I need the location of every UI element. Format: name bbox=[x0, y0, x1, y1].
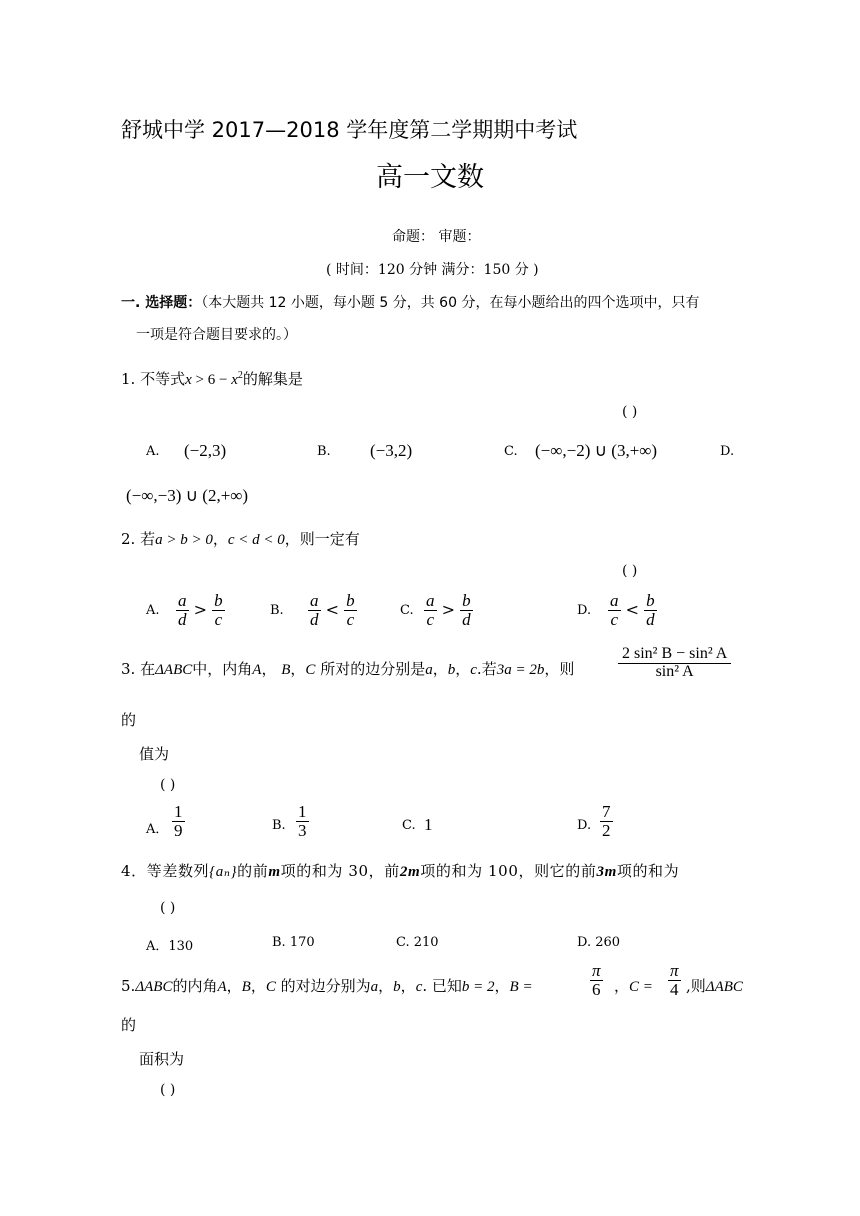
q3-text5: ，则 bbox=[544, 660, 575, 678]
q2-number: 2. bbox=[121, 530, 136, 548]
q4-text1: 等差数列 bbox=[146, 862, 210, 880]
q2-cond1: a > b > 0 bbox=[155, 532, 213, 548]
section-desc-line2: 一项是符合题目要求的。） bbox=[136, 327, 297, 343]
q1-option-b-label: B. bbox=[317, 444, 331, 459]
q4-text4: 项的和为 100，则它的前 bbox=[420, 862, 597, 880]
q2-option-c-label: C. bbox=[400, 603, 414, 618]
q1-option-d: (−∞,−3) ∪ (2,+∞) bbox=[126, 486, 249, 505]
setters-line: 命题： 审题： bbox=[392, 229, 481, 245]
q3-fraction bbox=[618, 646, 731, 681]
q4-sequence: {aₙ} bbox=[209, 864, 238, 880]
q1-inequality: $x > 6 - x^2$ bbox=[185, 370, 243, 388]
q2-option-d: $\frac{a}{c}$ < $\frac{b}{d}$ bbox=[610, 591, 655, 629]
q3-equation: 3a = 2b bbox=[496, 662, 545, 678]
q2-option-a: $\frac{a}{d}$ > $\frac{b}{c}$ bbox=[178, 591, 223, 629]
q3-answer-paren: ( ) bbox=[160, 777, 176, 793]
q5-frac-b: $\frac{\pi}{6}$ bbox=[592, 961, 601, 999]
q5-frac-c: $\frac{\pi}{4}$ bbox=[670, 961, 679, 999]
q3-frac-num: 2 sin² B − sin² A bbox=[618, 646, 731, 664]
question-4: 4．等差数列{aₙ}的前m项的和为 30，前2m项的和为 100，则它的前3m项的和为 bbox=[121, 862, 680, 880]
q3-option-a: $\frac{1}{9}$ bbox=[174, 802, 183, 840]
q2-sep: ， bbox=[212, 530, 228, 548]
q2-option-c: $\frac{a}{c}$ > $\frac{b}{d}$ bbox=[426, 591, 471, 629]
q5-tail: 的 bbox=[121, 1016, 137, 1034]
q4-option-d: D. 260 bbox=[577, 935, 621, 950]
question-1 bbox=[121, 368, 303, 389]
q3-text1: 在 bbox=[140, 660, 156, 678]
q3-option-d: $\frac{7}{2}$ bbox=[602, 802, 611, 840]
q1-option-c-label: C. bbox=[504, 444, 518, 459]
q3-option-c-label: C. bbox=[402, 818, 416, 833]
section-desc-line1: （本大题共 12 小题，每小题 5 分，共 60 分，在每小题给出的四个选项中，只有 bbox=[201, 295, 700, 311]
q5-triangle: ΔABC bbox=[135, 979, 173, 995]
q3-option-d-label: D. bbox=[577, 818, 592, 833]
q3-option-c: 1 bbox=[424, 815, 433, 834]
q3-option-b-label: B. bbox=[272, 818, 286, 833]
q1-pre: 不等式 bbox=[140, 370, 186, 388]
q4-text2: 的前 bbox=[237, 862, 269, 880]
q3-text3: 所对的边分别是 bbox=[320, 660, 426, 678]
q4-number: 4． bbox=[121, 862, 147, 880]
q2-option-b-label: B. bbox=[270, 603, 284, 618]
q2-post: ，则一定有 bbox=[284, 530, 360, 548]
q5-line2: 面积为 bbox=[139, 1050, 185, 1068]
q3-number: 3. bbox=[121, 660, 136, 678]
q1-option-b: (−3,2) bbox=[370, 441, 413, 460]
q5-c-eq: ，C = bbox=[614, 977, 653, 995]
subject-title: 高一文数 bbox=[376, 162, 484, 193]
q3-text4: .若 bbox=[476, 660, 497, 678]
q5-answer-paren: ( ) bbox=[160, 1082, 176, 1098]
q3-frac-den: sin² A bbox=[655, 662, 694, 680]
question-5: 5.ΔABC的内角A，B，C 的对边分别为a，b，c. 已知b = 2，B = bbox=[121, 977, 533, 995]
q4-text3: 项的和为 30，前 bbox=[280, 862, 400, 880]
q3-tail: 的 bbox=[121, 711, 137, 729]
q5-text2: 的对边分别为 bbox=[280, 977, 371, 995]
q4-option-b: B. 170 bbox=[272, 935, 315, 950]
q2-option-d-label: D. bbox=[577, 603, 592, 618]
q1-number: 1. bbox=[121, 370, 136, 388]
q3-text2: 中，内角 bbox=[192, 660, 253, 678]
q1-option-d-label: D. bbox=[720, 444, 735, 459]
q5-b-eq: b = 2 bbox=[461, 979, 495, 995]
q1-post: 的解集是 bbox=[242, 370, 303, 388]
q1-option-c: (−∞,−2) ∪ (3,+∞) bbox=[535, 441, 658, 460]
q5-number: 5. bbox=[121, 977, 136, 995]
q4-answer-paren: ( ) bbox=[160, 900, 176, 916]
q3-triangle: ΔABC bbox=[155, 662, 193, 678]
q4-text5: 项的和为 bbox=[616, 862, 680, 880]
question-2 bbox=[121, 528, 360, 549]
question-3: 3. 在ΔABC中，内角A， B，C 所对的边分别是a，b，c.若3a = 2b，则 bbox=[121, 660, 575, 678]
q2-cond2: c < d < 0 bbox=[227, 532, 285, 548]
q5-tail-text: ,则ΔABC bbox=[686, 977, 743, 995]
q2-option-a-label: A. bbox=[146, 603, 160, 618]
q5-text3: . 已知 bbox=[422, 977, 462, 995]
q3-option-b: $\frac{1}{3}$ bbox=[298, 802, 307, 840]
q2-answer-paren: ( ) bbox=[622, 563, 638, 579]
q3-option-a-label: A． bbox=[146, 822, 169, 837]
q2-option-b: $\frac{a}{d}$ < $\frac{b}{c}$ bbox=[310, 591, 355, 629]
time-info: ( 时间：120 分钟 满分：150 分 ) bbox=[326, 262, 539, 278]
q1-option-a-label: A. bbox=[146, 444, 160, 459]
q1-answer-paren: ( ) bbox=[622, 404, 638, 420]
section-title: 一. 选择题： bbox=[121, 295, 202, 311]
q4-option-a: A．130 bbox=[146, 939, 194, 954]
q2-pre: 若 bbox=[140, 530, 156, 548]
section-heading bbox=[121, 292, 699, 312]
school-title: 舒城中学 2017—2018 学年度第二学期期中考试 bbox=[121, 118, 578, 142]
q1-option-a: (−2,3) bbox=[184, 441, 227, 460]
q5-text1: 的内角 bbox=[172, 977, 218, 995]
q3-line2: 值为 bbox=[139, 745, 170, 763]
q4-option-c: C. 210 bbox=[396, 935, 439, 950]
